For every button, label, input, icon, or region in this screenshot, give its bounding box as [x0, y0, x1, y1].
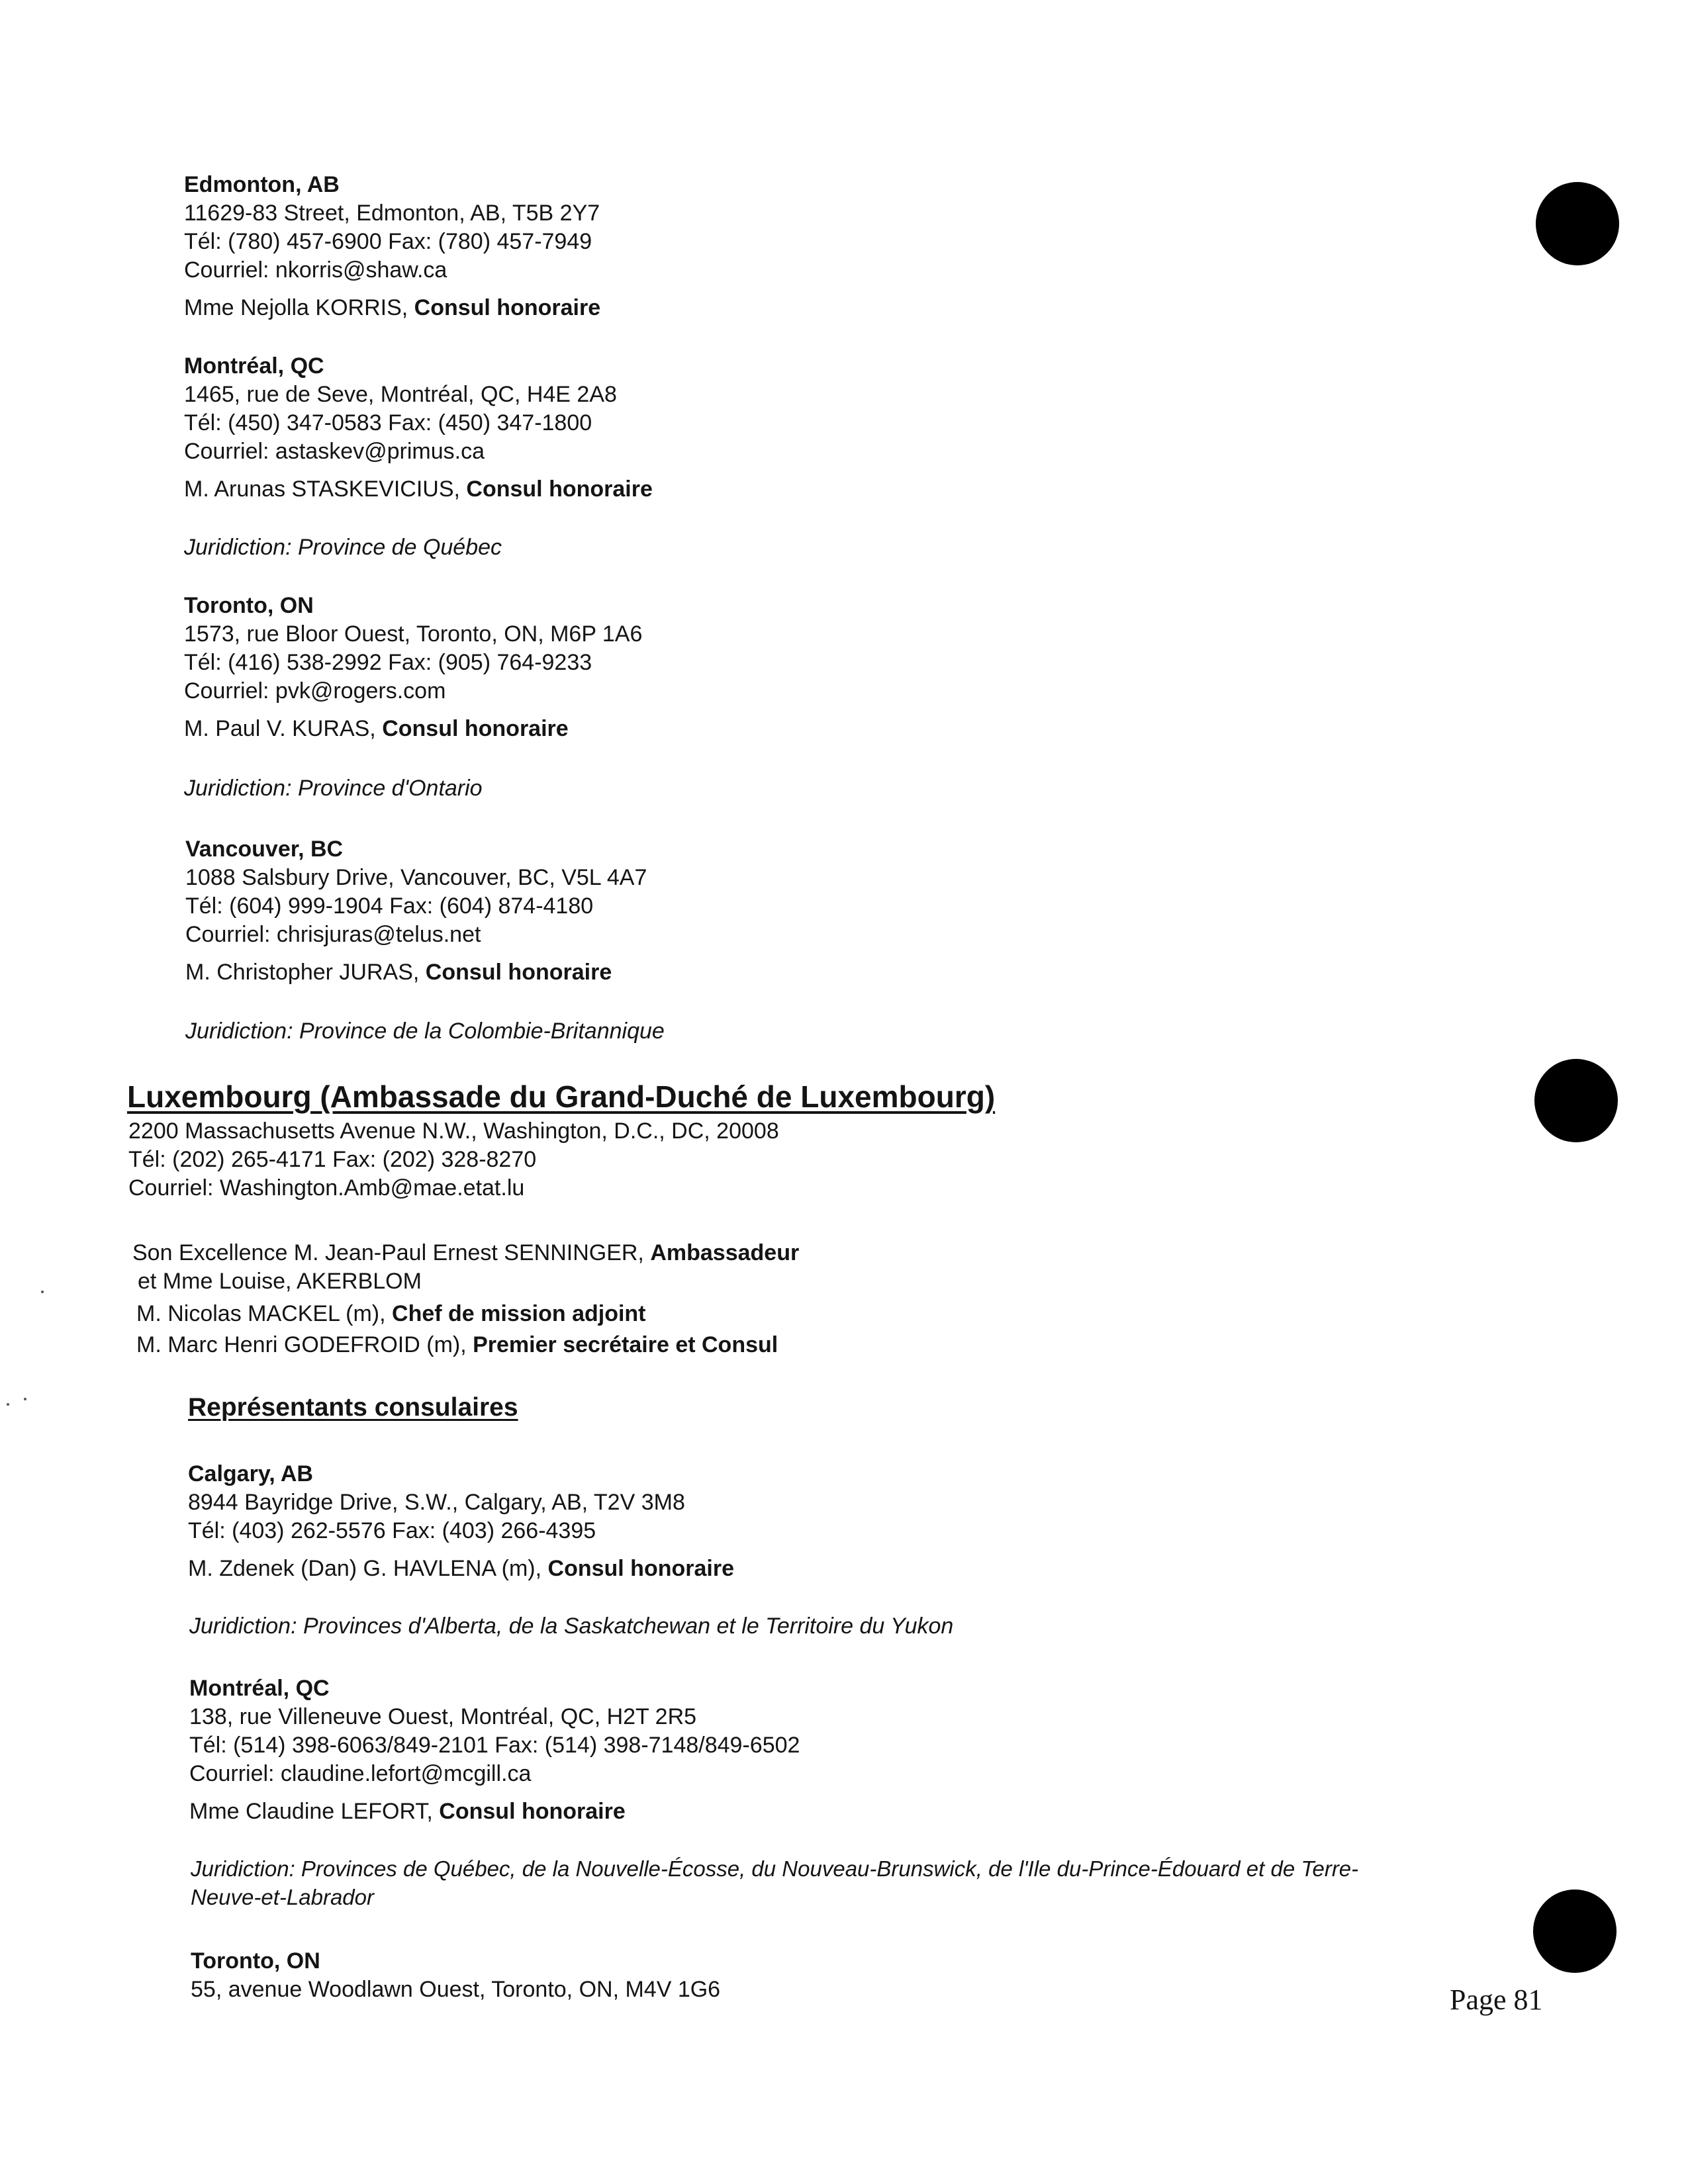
person-title: Consul honoraire	[466, 477, 653, 502]
phone-fax: Tél: (403) 262-5576 Fax: (403) 266-4395	[188, 1518, 596, 1543]
address: 1465, rue de Seve, Montréal, QC, H4E 2A8	[184, 382, 617, 407]
punch-hole-top	[1536, 182, 1619, 265]
person-name: M. Zdenek (Dan) G. HAVLENA (m),	[188, 1556, 548, 1581]
consul-line	[184, 294, 600, 322]
address: 55, avenue Woodlawn Ouest, Toronto, ON, M4V 1G6	[191, 1977, 721, 2002]
page-number: Page 81	[1450, 1983, 1543, 2016]
staff-line	[132, 1300, 799, 1328]
embassy-staff	[132, 1239, 799, 1359]
address: 1573, rue Bloor Ouest, Toronto, ON, M6P 1A6	[184, 621, 643, 647]
phone-fax: Tél: (780) 457-6900 Fax: (780) 457-7949	[184, 229, 592, 254]
phone-fax: Tél: (514) 398-6063/849-2101 Fax: (514) 398-7148/849-6502	[189, 1733, 800, 1758]
phone-fax: Tél: (604) 999-1904 Fax: (604) 874-4180	[185, 893, 594, 919]
entry-toronto-luxembourg	[191, 1947, 720, 2004]
person-title: Consul honoraire	[547, 1556, 734, 1581]
city-heading: Toronto, ON	[184, 593, 314, 618]
person-name: Mme Nejolla KORRIS,	[184, 295, 414, 320]
staff-role: Ambassadeur	[650, 1240, 800, 1265]
jurisdiction-line: Juridiction: Provinces de Québec, de la Nouvelle-Écosse, du Nouveau-Brunswick, de l'Ile du-Prince-Édouard et de Terre-	[191, 1856, 1359, 1881]
person-title: Consul honoraire	[439, 1799, 626, 1824]
city-heading: Vancouver, BC	[185, 837, 344, 862]
embassy-address: 2200 Massachusetts Avenue N.W., Washington, D.C., DC, 20008	[128, 1118, 779, 1144]
staff-name: et Mme Louise, AKERBLOM	[138, 1269, 422, 1294]
email: Courriel: nkorris@shaw.ca	[184, 257, 447, 283]
address: 138, rue Villeneuve Ouest, Montréal, QC, H2T 2R5	[189, 1704, 697, 1729]
person-title: Consul honoraire	[425, 960, 612, 985]
consul-line	[189, 1797, 800, 1826]
address: 1088 Salsbury Drive, Vancouver, BC, V5L 4A7	[185, 865, 647, 890]
jurisdiction-line: Neuve-et-Labrador	[191, 1885, 374, 1909]
city-heading: Edmonton, AB	[184, 172, 340, 197]
person-name: M. Paul V. KURAS,	[184, 716, 383, 741]
phone-fax: Tél: (416) 538-2992 Fax: (905) 764-9233	[184, 650, 592, 675]
embassy-phone-fax: Tél: (202) 265-4171 Fax: (202) 328-8270	[128, 1147, 537, 1172]
embassy-email: Courriel: Washington.Amb@mae.etat.lu	[128, 1175, 525, 1201]
city-heading: Montréal, QC	[189, 1676, 330, 1701]
consul-line	[184, 475, 653, 504]
staff-line	[132, 1331, 799, 1359]
scan-speck	[7, 1403, 9, 1406]
email: Courriel: claudine.lefort@mcgill.ca	[189, 1761, 532, 1786]
phone-fax: Tél: (450) 347-0583 Fax: (450) 347-1800	[184, 410, 592, 435]
person-name: M. Christopher JURAS,	[185, 960, 426, 985]
email: Courriel: astaskev@primus.ca	[184, 439, 485, 464]
jurisdiction: Juridiction: Province de la Colombie-Britannique	[185, 1019, 665, 1044]
punch-hole-bottom	[1533, 1889, 1617, 1973]
country-heading-luxembourg: Luxembourg (Ambassade du Grand-Duché de Luxembourg)	[127, 1079, 996, 1114]
person-title: Consul honoraire	[382, 716, 569, 741]
embassy-contact	[128, 1117, 779, 1203]
entry-montreal-luxembourg	[189, 1674, 800, 1826]
entry-edmonton	[184, 171, 600, 322]
scan-speck	[24, 1398, 26, 1400]
email: Courriel: chrisjuras@telus.net	[185, 922, 481, 947]
entry-toronto	[184, 592, 642, 743]
address: 8944 Bayridge Drive, S.W., Calgary, AB, T2V 3M8	[188, 1490, 685, 1515]
person-title: Consul honoraire	[414, 295, 601, 320]
staff-name: Son Excellence M. Jean-Paul Ernest SENNINGER,	[132, 1240, 651, 1265]
jurisdiction: Juridiction: Province d'Ontario	[184, 776, 483, 801]
scan-speck	[41, 1291, 44, 1293]
entry-vancouver	[185, 835, 647, 987]
staff-line	[132, 1239, 799, 1267]
consul-line	[185, 958, 647, 987]
staff-name: M. Marc Henri GODEFROID (m),	[136, 1332, 473, 1357]
punch-hole-middle	[1534, 1059, 1618, 1142]
jurisdiction: Juridiction: Provinces d'Alberta, de la Saskatchewan et le Territoire du Yukon	[189, 1614, 954, 1639]
person-name: M. Arunas STASKEVICIUS,	[184, 477, 467, 502]
entry-montreal	[184, 352, 653, 504]
entry-calgary	[188, 1460, 734, 1583]
address: 11629-83 Street, Edmonton, AB, T5B 2Y7	[184, 201, 600, 226]
consular-representatives-heading: Représentants consulaires	[188, 1393, 518, 1422]
city-heading: Toronto, ON	[191, 1948, 320, 1974]
jurisdiction: Juridiction: Province de Québec	[184, 535, 502, 560]
staff-line	[132, 1267, 799, 1296]
email: Courriel: pvk@rogers.com	[184, 678, 446, 704]
staff-name: M. Nicolas MACKEL (m),	[136, 1301, 393, 1326]
person-name: Mme Claudine LEFORT,	[189, 1799, 440, 1824]
city-heading: Calgary, AB	[188, 1461, 313, 1486]
city-heading: Montréal, QC	[184, 353, 324, 379]
consul-line	[188, 1555, 734, 1583]
staff-role: Premier secrétaire et Consul	[473, 1332, 778, 1357]
consul-line	[184, 715, 642, 743]
staff-role: Chef de mission adjoint	[392, 1301, 646, 1326]
